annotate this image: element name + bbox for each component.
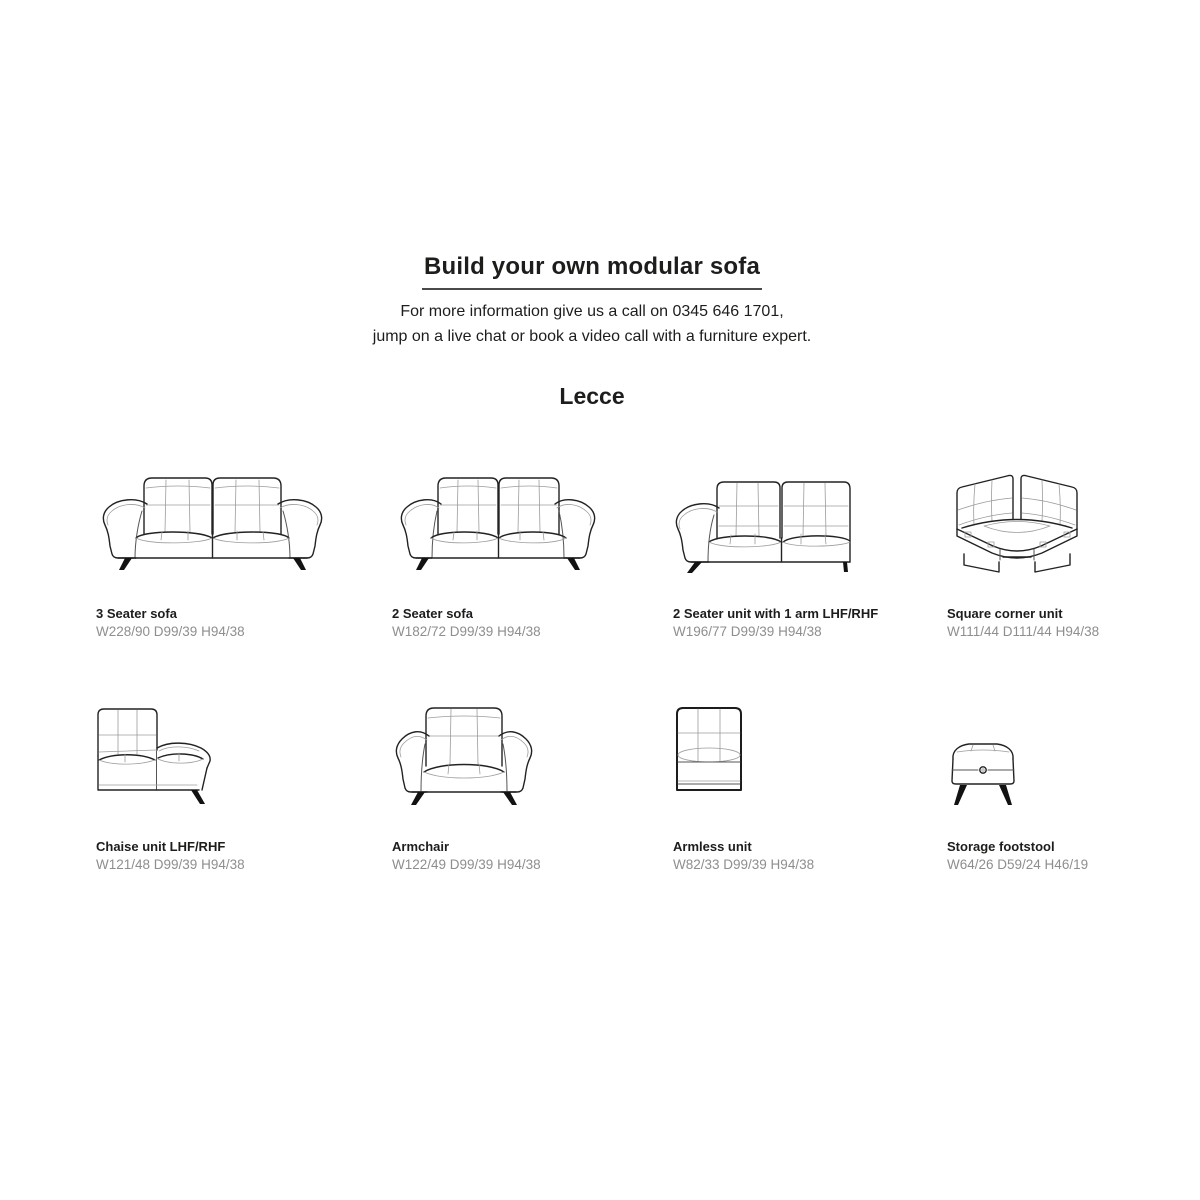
page-header — [0, 252, 1184, 410]
product-info-square-corner-unit — [947, 606, 1099, 640]
product-info-2-seater-unit-1-arm — [673, 606, 878, 640]
product-name: 2 Seater unit with 1 arm LHF/RHF — [673, 606, 879, 621]
contact-info — [0, 299, 1184, 349]
product-name: Square corner unit — [947, 606, 1063, 621]
product-info-3-seater-sofa — [96, 606, 245, 640]
storage-footstool-illustration — [947, 741, 1019, 807]
product-dimensions: W228/90 D99/39 H94/38 — [96, 624, 245, 639]
sofa-2-seater-one-arm-illustration — [673, 476, 854, 573]
product-dimensions: W196/77 D99/39 H94/38 — [673, 624, 822, 639]
product-name: Chaise unit LHF/RHF — [96, 839, 226, 854]
armchair-illustration — [394, 704, 534, 806]
product-name: 3 Seater sofa — [96, 606, 177, 621]
product-info-armless-unit — [673, 839, 814, 873]
product-dimensions: W111/44 D111/44 H94/38 — [947, 624, 1100, 639]
product-dimensions: W122/49 D99/39 H94/38 — [392, 857, 541, 872]
product-info-armchair — [392, 839, 541, 873]
sofa-2-seater-illustration — [398, 474, 598, 570]
square-corner-unit-illustration — [948, 469, 1086, 573]
armless-unit-illustration — [674, 705, 744, 792]
collection-name: Lecce — [559, 383, 625, 409]
page-title — [0, 252, 1184, 290]
contact-info-line-2: jump on a live chat or book a video call with a furniture expert. — [372, 328, 812, 345]
sofa-3-seater-illustration — [100, 474, 325, 570]
product-dimensions: W182/72 D99/39 H94/38 — [392, 624, 541, 639]
product-info-storage-footstool — [947, 839, 1088, 873]
product-info-2-seater-sofa — [392, 606, 541, 640]
product-info-chaise-unit — [96, 839, 245, 873]
product-dimensions: W64/26 D59/24 H46/19 — [947, 857, 1089, 872]
product-name: Armless unit — [673, 839, 752, 854]
product-dimensions: W121/48 D99/39 H94/38 — [96, 857, 245, 872]
product-name: Storage footstool — [947, 839, 1055, 854]
page-title-text: Build your own modular sofa — [422, 252, 762, 290]
chaise-unit-illustration — [95, 706, 217, 805]
product-name: 2 Seater sofa — [392, 606, 473, 621]
product-dimensions: W82/33 D99/39 H94/38 — [673, 857, 815, 872]
contact-info-line-1: For more information give us a call on 0345 646 1701, — [400, 303, 784, 320]
product-name: Armchair — [392, 839, 450, 854]
